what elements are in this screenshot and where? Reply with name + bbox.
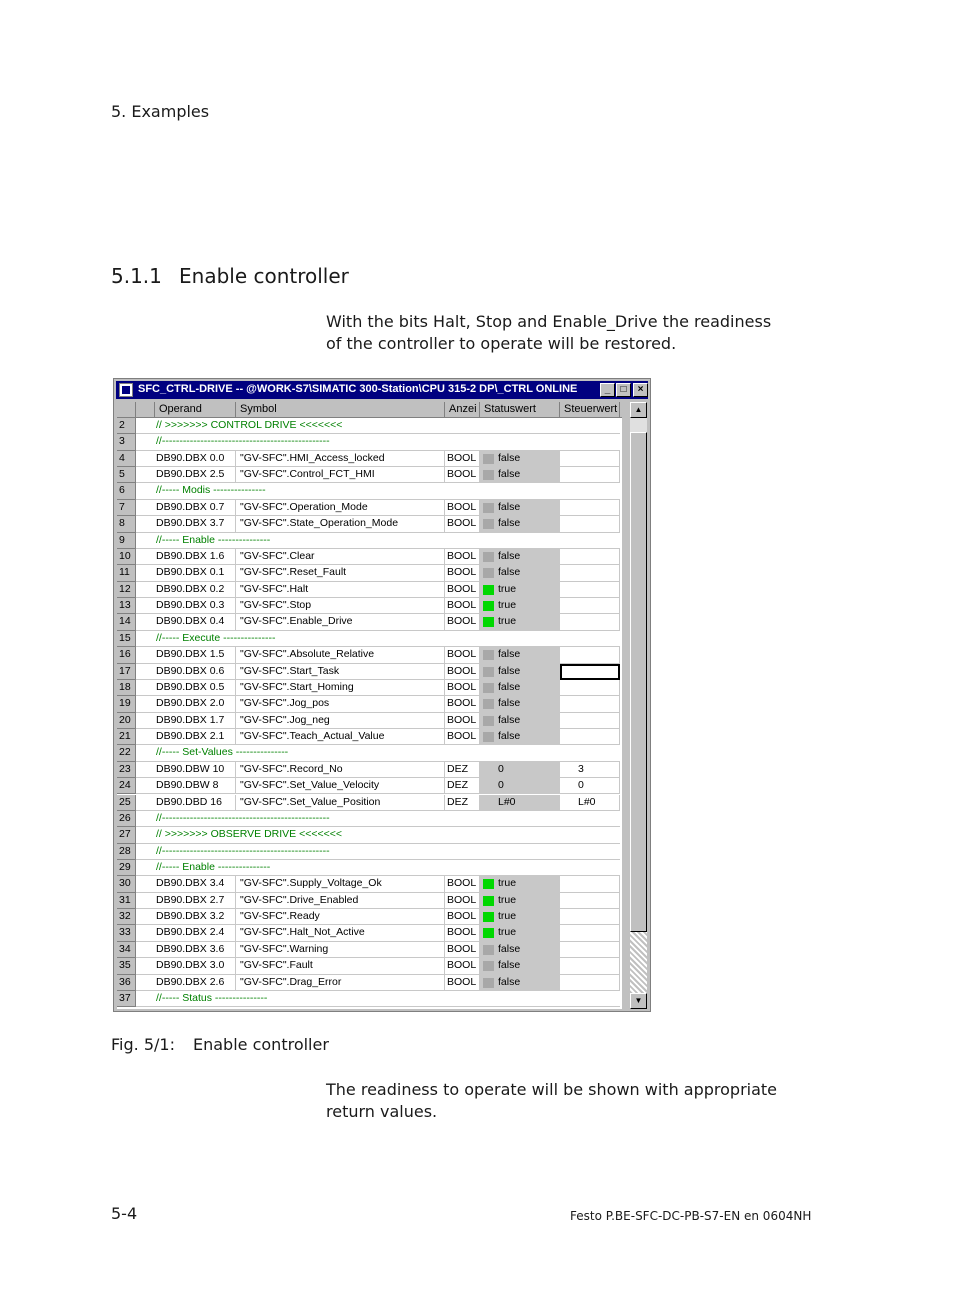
format-cell[interactable]: BOOL	[445, 647, 480, 663]
minimize-button[interactable]: _	[600, 383, 615, 397]
symbol-cell[interactable]: "GV-SFC".Clear	[236, 549, 445, 565]
control-value-cell[interactable]	[560, 893, 620, 909]
header-steuer[interactable]: Steuerwert	[560, 402, 620, 418]
operand-cell[interactable]: DB90.DBX 0.7	[155, 500, 236, 516]
row-marker[interactable]	[136, 500, 155, 516]
header-operand[interactable]: Operand	[155, 402, 236, 418]
symbol-cell[interactable]: "GV-SFC".State_Operation_Mode	[236, 516, 445, 532]
format-cell[interactable]: BOOL	[445, 549, 480, 565]
row-marker[interactable]	[136, 647, 155, 663]
status-led-on-icon	[483, 928, 494, 938]
format-cell[interactable]: BOOL	[445, 909, 480, 925]
row-number[interactable]: 2	[117, 418, 136, 434]
row-number[interactable]: 28	[117, 844, 136, 860]
row-number[interactable]: 6	[117, 483, 136, 499]
format-cell[interactable]: BOOL	[445, 500, 480, 516]
symbol-cell[interactable]: "GV-SFC".Jog_pos	[236, 696, 445, 712]
status-led-on-icon	[483, 601, 494, 611]
table-row[interactable]	[117, 647, 622, 663]
operand-cell[interactable]: DB90.DBD 16	[155, 795, 236, 811]
symbol-cell[interactable]: "GV-SFC".Set_Value_Velocity	[236, 778, 445, 794]
control-value-cell[interactable]	[560, 958, 620, 974]
status-value-cell: false	[480, 729, 560, 745]
operand-cell[interactable]: DB90.DBX 1.7	[155, 713, 236, 729]
status-value-cell: false	[480, 467, 560, 483]
symbol-cell[interactable]: "GV-SFC".Set_Value_Position	[236, 795, 445, 811]
control-value-cell[interactable]	[560, 565, 620, 581]
vertical-scrollbar[interactable]	[630, 402, 647, 1009]
table-row[interactable]	[117, 925, 622, 941]
format-cell[interactable]: BOOL	[445, 876, 480, 892]
scroll-up-icon[interactable]: ▲	[630, 402, 647, 418]
page-number: 5-4	[111, 1204, 138, 1223]
table-row[interactable]	[117, 631, 622, 647]
symbol-cell[interactable]: "GV-SFC".Drag_Error	[236, 975, 445, 991]
row-marker[interactable]	[136, 762, 155, 778]
table-row[interactable]	[117, 467, 622, 483]
status-value-cell: false	[480, 680, 560, 696]
status-value-cell: true	[480, 582, 560, 598]
status-value-cell: false	[480, 958, 560, 974]
control-value-cell[interactable]: 3	[560, 762, 620, 778]
operand-cell[interactable]: DB90.DBX 3.2	[155, 909, 236, 925]
status-led-off-icon	[483, 716, 494, 726]
row-number[interactable]: 18	[117, 680, 136, 696]
symbol-cell[interactable]: "GV-SFC".Operation_Mode	[236, 500, 445, 516]
table-row[interactable]	[117, 500, 622, 516]
row-number[interactable]: 35	[117, 958, 136, 974]
comment-cell[interactable]: // >>>>>>> CONTROL DRIVE <<<<<<<	[155, 418, 620, 434]
close-button[interactable]: ×	[633, 383, 648, 397]
control-value-cell[interactable]: 0	[560, 778, 620, 794]
symbol-cell[interactable]: "GV-SFC".Jog_neg	[236, 713, 445, 729]
format-cell[interactable]: DEZ	[445, 778, 480, 794]
row-marker[interactable]	[136, 827, 155, 843]
table-row[interactable]	[117, 811, 622, 827]
row-number[interactable]: 15	[117, 631, 136, 647]
table-row[interactable]	[117, 565, 622, 581]
operand-cell[interactable]: DB90.DBX 2.1	[155, 729, 236, 745]
status-value-cell: true	[480, 893, 560, 909]
control-value-cell[interactable]	[560, 729, 620, 745]
row-marker[interactable]	[136, 582, 155, 598]
row-marker[interactable]	[136, 876, 155, 892]
row-marker[interactable]	[136, 664, 155, 680]
control-value-cell[interactable]	[560, 614, 620, 630]
status-value-cell: false	[480, 516, 560, 532]
control-value-cell[interactable]	[560, 942, 620, 958]
symbol-cell[interactable]: "GV-SFC".Teach_Actual_Value	[236, 729, 445, 745]
header-filler	[620, 402, 622, 418]
window-title: SFC_CTRL-DRIVE -- @WORK-S7\SIMATIC 300-Station\CPU 315-2 DP\_CTRL ONLINE	[138, 383, 578, 395]
row-number[interactable]: 30	[117, 876, 136, 892]
row-marker[interactable]	[136, 451, 155, 467]
operand-cell[interactable]: DB90.DBX 0.5	[155, 680, 236, 696]
status-value-cell: true	[480, 598, 560, 614]
row-number[interactable]: 9	[117, 533, 136, 549]
row-marker[interactable]	[136, 942, 155, 958]
row-marker[interactable]	[136, 565, 155, 581]
row-number[interactable]: 7	[117, 500, 136, 516]
control-value-cell[interactable]	[560, 876, 620, 892]
table-row[interactable]	[117, 664, 622, 680]
row-marker[interactable]	[136, 778, 155, 794]
row-marker[interactable]	[136, 516, 155, 532]
row-marker[interactable]	[136, 909, 155, 925]
symbol-cell[interactable]: "GV-SFC".Start_Task	[236, 664, 445, 680]
status-led-on-icon	[483, 585, 494, 595]
row-marker[interactable]	[136, 614, 155, 630]
format-cell[interactable]: BOOL	[445, 696, 480, 712]
table-row[interactable]	[117, 762, 622, 778]
operand-cell[interactable]: DB90.DBX 2.6	[155, 975, 236, 991]
outro-paragraph: The readiness to operate will be shown with appropriate return values.	[326, 1080, 778, 1121]
row-marker[interactable]	[136, 958, 155, 974]
operand-cell[interactable]: DB90.DBW 8	[155, 778, 236, 794]
symbol-cell[interactable]: "GV-SFC".Supply_Voltage_Ok	[236, 876, 445, 892]
row-number[interactable]: 36	[117, 975, 136, 991]
table-row[interactable]	[117, 598, 622, 614]
operand-cell[interactable]: DB90.DBX 3.0	[155, 958, 236, 974]
status-value-cell: false	[480, 942, 560, 958]
header-anzeige[interactable]: Anzei	[445, 402, 480, 418]
row-number[interactable]: 20	[117, 713, 136, 729]
symbol-cell[interactable]: "GV-SFC".Ready	[236, 909, 445, 925]
row-number[interactable]: 29	[117, 860, 136, 876]
format-cell[interactable]: BOOL	[445, 975, 480, 991]
status-led-on-icon	[483, 896, 494, 906]
row-marker[interactable]	[136, 483, 155, 499]
row-marker[interactable]	[136, 811, 155, 827]
status-led-off-icon	[483, 503, 494, 513]
format-cell[interactable]: DEZ	[445, 762, 480, 778]
status-led-off-icon	[483, 683, 494, 693]
operand-cell[interactable]: DB90.DBX 3.7	[155, 516, 236, 532]
table-row[interactable]	[117, 696, 622, 712]
operand-cell[interactable]: DB90.DBX 2.5	[155, 467, 236, 483]
format-cell[interactable]: BOOL	[445, 451, 480, 467]
status-led-on-icon	[483, 879, 494, 889]
symbol-cell[interactable]: "GV-SFC".HMI_Access_locked	[236, 451, 445, 467]
row-marker[interactable]	[136, 696, 155, 712]
table-row[interactable]	[117, 778, 622, 794]
row-marker[interactable]	[136, 729, 155, 745]
table-row[interactable]	[117, 745, 622, 761]
row-number[interactable]: 14	[117, 614, 136, 630]
symbol-cell[interactable]: "GV-SFC".Halt	[236, 582, 445, 598]
comment-cell[interactable]: //----- Enable ---------------	[155, 860, 620, 876]
status-value-cell: true	[480, 925, 560, 941]
row-number[interactable]: 24	[117, 778, 136, 794]
comment-cell[interactable]: //------------------------------------------------	[155, 434, 620, 450]
status-value-cell: true	[480, 614, 560, 630]
status-led-on-icon	[483, 912, 494, 922]
status-value-cell: 0	[480, 762, 560, 778]
table-row[interactable]	[117, 909, 622, 925]
status-value-cell: true	[480, 909, 560, 925]
header-corner[interactable]	[136, 402, 155, 418]
status-value-cell: false	[480, 647, 560, 663]
table-row[interactable]	[117, 991, 622, 1007]
format-cell[interactable]: BOOL	[445, 614, 480, 630]
variable-grid	[117, 402, 622, 1009]
table-row[interactable]	[117, 958, 622, 974]
status-led-off-icon	[483, 699, 494, 709]
footer-doc-id: Festo P.BE-SFC-DC-PB-S7-EN en 0604NH	[570, 1209, 812, 1223]
comment-cell[interactable]: //----- Status ---------------	[155, 991, 620, 1007]
control-value-cell[interactable]	[560, 925, 620, 941]
header-symbol[interactable]: Symbol	[236, 402, 445, 418]
row-number[interactable]: 13	[117, 598, 136, 614]
table-row[interactable]	[117, 729, 622, 745]
format-cell[interactable]: BOOL	[445, 942, 480, 958]
symbol-cell[interactable]: "GV-SFC".Reset_Fault	[236, 565, 445, 581]
status-value-cell: false	[480, 451, 560, 467]
row-marker[interactable]	[136, 844, 155, 860]
table-row[interactable]	[117, 549, 622, 565]
row-marker[interactable]	[136, 975, 155, 991]
control-value-cell[interactable]: L#0	[560, 795, 620, 811]
format-cell[interactable]: BOOL	[445, 516, 480, 532]
status-led-on-icon	[483, 617, 494, 627]
row-number[interactable]: 32	[117, 909, 136, 925]
row-number[interactable]: 10	[117, 549, 136, 565]
status-led-off-icon	[483, 470, 494, 480]
control-value-cell[interactable]	[560, 598, 620, 614]
table-row[interactable]	[117, 434, 622, 450]
control-value-cell[interactable]	[560, 975, 620, 991]
row-marker[interactable]	[136, 795, 155, 811]
format-cell[interactable]: BOOL	[445, 664, 480, 680]
symbol-cell[interactable]: "GV-SFC".Drive_Enabled	[236, 893, 445, 909]
row-number[interactable]: 12	[117, 582, 136, 598]
status-value-cell: false	[480, 549, 560, 565]
row-marker[interactable]	[136, 991, 155, 1007]
row-number[interactable]: 4	[117, 451, 136, 467]
maximize-button[interactable]: □	[616, 383, 631, 397]
row-marker[interactable]	[136, 434, 155, 450]
operand-cell[interactable]: DB90.DBX 0.1	[155, 565, 236, 581]
row-number[interactable]: 25	[117, 795, 136, 811]
figure-title: Enable controller	[193, 1035, 329, 1054]
row-number[interactable]: 33	[117, 925, 136, 941]
status-value-cell: 0	[480, 778, 560, 794]
operand-cell[interactable]: DB90.DBX 0.2	[155, 582, 236, 598]
operand-cell[interactable]: DB90.DBX 3.4	[155, 876, 236, 892]
header-status[interactable]: Statuswert	[480, 402, 560, 418]
table-row[interactable]	[117, 876, 622, 892]
row-marker[interactable]	[136, 745, 155, 761]
row-marker[interactable]	[136, 713, 155, 729]
row-number[interactable]: 31	[117, 893, 136, 909]
row-marker[interactable]	[136, 533, 155, 549]
header-rownum	[117, 402, 136, 418]
symbol-cell[interactable]: "GV-SFC".Absolute_Relative	[236, 647, 445, 663]
variable-table-window	[113, 378, 651, 1012]
format-cell[interactable]: BOOL	[445, 582, 480, 598]
control-value-cell[interactable]	[560, 549, 620, 565]
control-value-cell[interactable]	[560, 680, 620, 696]
figure-number: Fig. 5/1:	[111, 1035, 175, 1054]
operand-cell[interactable]: DB90.DBX 2.7	[155, 893, 236, 909]
row-marker[interactable]	[136, 631, 155, 647]
table-row[interactable]	[117, 844, 622, 860]
operand-cell[interactable]: DB90.DBX 0.3	[155, 598, 236, 614]
symbol-cell[interactable]: "GV-SFC".Control_FCT_HMI	[236, 467, 445, 483]
status-led-off-icon	[483, 667, 494, 677]
control-value-cell[interactable]	[560, 582, 620, 598]
format-cell[interactable]: BOOL	[445, 958, 480, 974]
row-number[interactable]: 5	[117, 467, 136, 483]
comment-cell[interactable]: //------------------------------------------------	[155, 811, 620, 827]
row-number[interactable]: 22	[117, 745, 136, 761]
comment-cell[interactable]: //----- Set-Values ---------------	[155, 745, 620, 761]
format-cell[interactable]: BOOL	[445, 598, 480, 614]
symbol-cell[interactable]: "GV-SFC".Fault	[236, 958, 445, 974]
operand-cell[interactable]: DB90.DBX 1.6	[155, 549, 236, 565]
symbol-cell[interactable]: "GV-SFC".Enable_Drive	[236, 614, 445, 630]
control-value-cell[interactable]	[560, 647, 620, 663]
status-led-off-icon	[483, 945, 494, 955]
table-row[interactable]	[117, 975, 622, 991]
status-value-cell: false	[480, 713, 560, 729]
comment-cell[interactable]: //------------------------------------------------	[155, 844, 620, 860]
status-led-off-icon	[483, 961, 494, 971]
symbol-cell[interactable]: "GV-SFC".Warning	[236, 942, 445, 958]
format-cell[interactable]: BOOL	[445, 729, 480, 745]
row-number[interactable]: 16	[117, 647, 136, 663]
row-number[interactable]: 19	[117, 696, 136, 712]
comment-cell[interactable]: // >>>>>>> OBSERVE DRIVE <<<<<<<	[155, 827, 620, 843]
scroll-thumb[interactable]	[630, 432, 647, 932]
row-marker[interactable]	[136, 860, 155, 876]
status-led-off-icon	[483, 568, 494, 578]
row-marker[interactable]	[136, 598, 155, 614]
control-value-cell[interactable]	[560, 500, 620, 516]
row-marker[interactable]	[136, 418, 155, 434]
comment-cell[interactable]: //----- Execute ---------------	[155, 631, 620, 647]
table-row[interactable]	[117, 795, 622, 811]
table-row[interactable]	[117, 483, 622, 499]
status-value-cell: true	[480, 876, 560, 892]
row-number[interactable]: 3	[117, 434, 136, 450]
status-led-off-icon	[483, 732, 494, 742]
row-marker[interactable]	[136, 893, 155, 909]
status-value-cell: false	[480, 500, 560, 516]
table-row[interactable]	[117, 713, 622, 729]
control-value-cell[interactable]	[560, 516, 620, 532]
app-icon	[119, 383, 133, 397]
scroll-track[interactable]	[630, 932, 647, 993]
table-row[interactable]	[117, 942, 622, 958]
operand-cell[interactable]: DB90.DBX 0.6	[155, 664, 236, 680]
format-cell[interactable]: BOOL	[445, 467, 480, 483]
row-number[interactable]: 11	[117, 565, 136, 581]
row-marker[interactable]	[136, 549, 155, 565]
format-cell[interactable]: BOOL	[445, 713, 480, 729]
symbol-cell[interactable]: "GV-SFC".Start_Homing	[236, 680, 445, 696]
section-number: 5.1.1	[111, 264, 162, 288]
control-value-cell[interactable]	[560, 713, 620, 729]
status-led-off-icon	[483, 454, 494, 464]
row-marker[interactable]	[136, 467, 155, 483]
format-cell[interactable]: DEZ	[445, 795, 480, 811]
row-number[interactable]: 37	[117, 991, 136, 1007]
format-cell[interactable]: BOOL	[445, 893, 480, 909]
comment-cell[interactable]: //----- Enable ---------------	[155, 533, 620, 549]
operand-cell[interactable]: DB90.DBX 1.5	[155, 647, 236, 663]
format-cell[interactable]: BOOL	[445, 925, 480, 941]
table-row[interactable]	[117, 582, 622, 598]
row-number[interactable]: 17	[117, 664, 136, 680]
row-number[interactable]: 34	[117, 942, 136, 958]
control-value-cell[interactable]	[560, 909, 620, 925]
operand-cell[interactable]: DB90.DBX 0.0	[155, 451, 236, 467]
table-row[interactable]	[117, 418, 622, 434]
operand-cell[interactable]: DB90.DBX 2.4	[155, 925, 236, 941]
table-row[interactable]	[117, 860, 622, 876]
status-led-off-icon	[483, 519, 494, 529]
table-row[interactable]	[117, 533, 622, 549]
window-titlebar[interactable]	[116, 381, 648, 399]
table-row[interactable]	[117, 614, 622, 630]
intro-paragraph: With the bits Halt, Stop and Enable_Drive the readiness of the controller to operate will be restored.	[326, 312, 772, 353]
table-row[interactable]	[117, 827, 622, 843]
control-value-cell[interactable]	[560, 664, 620, 680]
row-number[interactable]: 8	[117, 516, 136, 532]
symbol-cell[interactable]: "GV-SFC".Stop	[236, 598, 445, 614]
row-number[interactable]: 21	[117, 729, 136, 745]
row-number[interactable]: 27	[117, 827, 136, 843]
table-row[interactable]	[117, 680, 622, 696]
symbol-cell[interactable]: "GV-SFC".Record_No	[236, 762, 445, 778]
chapter-heading: 5. Examples	[111, 102, 210, 121]
comment-cell[interactable]: //----- Modis ---------------	[155, 483, 620, 499]
section-title: Enable controller	[179, 264, 349, 288]
status-value-cell: false	[480, 565, 560, 581]
status-value-cell: false	[480, 975, 560, 991]
operand-cell[interactable]: DB90.DBX 3.6	[155, 942, 236, 958]
symbol-cell[interactable]: "GV-SFC".Halt_Not_Active	[236, 925, 445, 941]
format-cell[interactable]: BOOL	[445, 680, 480, 696]
row-number[interactable]: 23	[117, 762, 136, 778]
status-led-off-icon	[483, 978, 494, 988]
row-marker[interactable]	[136, 680, 155, 696]
table-row[interactable]	[117, 893, 622, 909]
operand-cell[interactable]: DB90.DBX 2.0	[155, 696, 236, 712]
row-number[interactable]: 26	[117, 811, 136, 827]
status-value-cell: false	[480, 664, 560, 680]
row-marker[interactable]	[136, 925, 155, 941]
operand-cell[interactable]: DB90.DBW 10	[155, 762, 236, 778]
status-led-off-icon	[483, 552, 494, 562]
control-value-cell[interactable]	[560, 696, 620, 712]
status-value-cell: L#0	[480, 795, 560, 811]
status-value-cell: false	[480, 696, 560, 712]
status-led-off-icon	[483, 650, 494, 660]
control-value-cell[interactable]	[560, 467, 620, 483]
operand-cell[interactable]: DB90.DBX 0.4	[155, 614, 236, 630]
format-cell[interactable]: BOOL	[445, 565, 480, 581]
table-row[interactable]	[117, 451, 622, 467]
control-value-cell[interactable]	[560, 451, 620, 467]
table-row[interactable]	[117, 516, 622, 532]
scroll-down-icon[interactable]: ▼	[630, 993, 647, 1009]
